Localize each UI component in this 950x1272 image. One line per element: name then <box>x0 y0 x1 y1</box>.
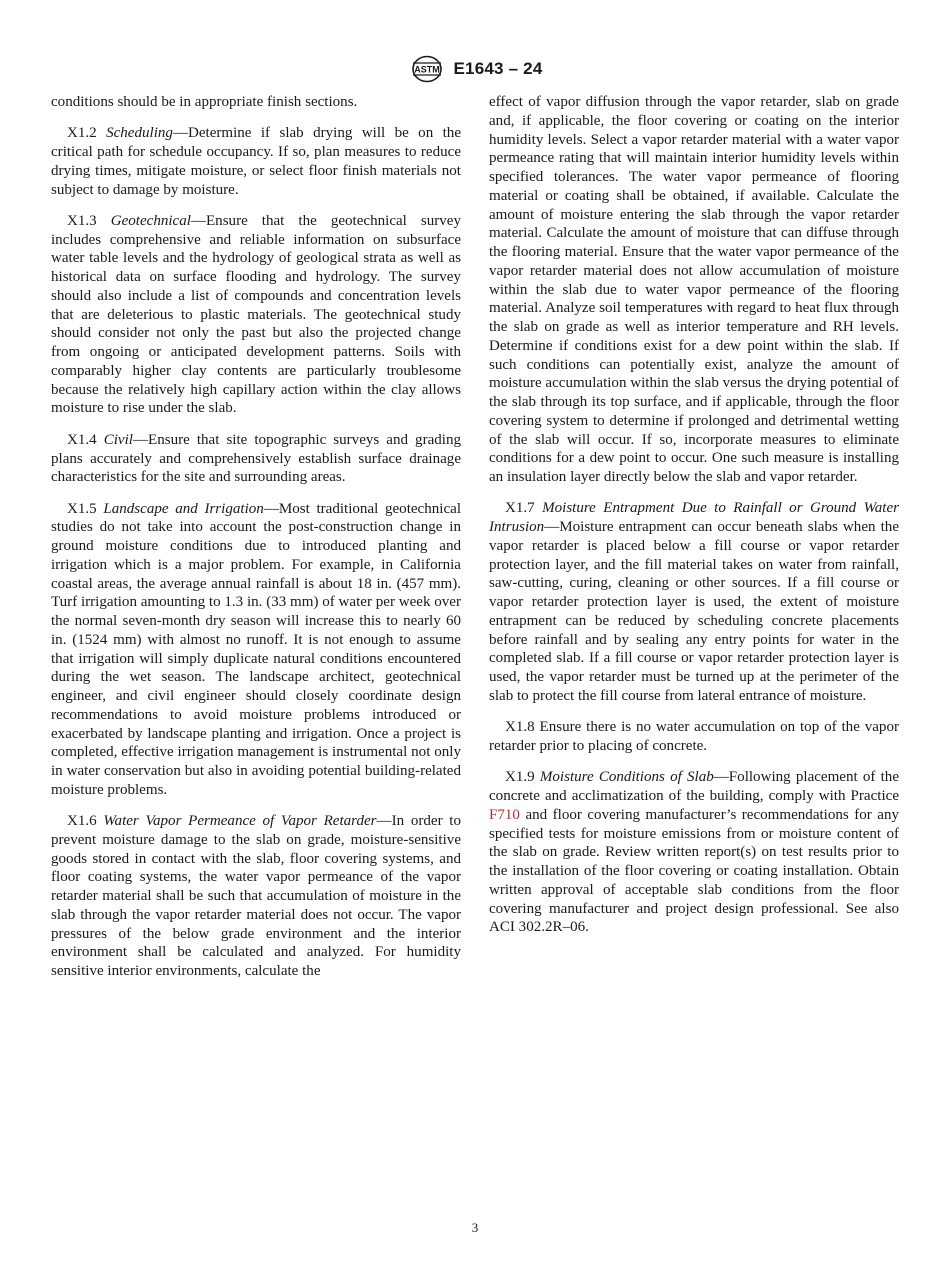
section-body: —Following placement of the concrete and acclimatization of the building, comply with Practice <box>489 769 899 805</box>
section-number: X1.5 <box>67 500 104 517</box>
section-body: —Ensure that site topographic surveys and grading plans accurately and comprehensively establish surface drainage characteristics for the site and surrounding areas. <box>51 431 462 486</box>
section-x1-9 <box>489 768 899 937</box>
section-title: Moisture Conditions of Slab <box>539 769 714 786</box>
section-title: Water Vapor Permeance of Vapor Retarder <box>103 813 377 830</box>
section-body: and floor covering manufacturer’s recommendations for any specified tests for moisture emissions from or moisture content of the slab on grade. Review written report(s) on test results prior to the installation of the floor covering or coating installation. Obtain written approval of acceptable slab conditions from the floor covering manufacturer and project design professional. See also ACI 302.2R–06. <box>489 806 899 936</box>
section-body: —Most traditional geotechnical studies do not take into account the post-construction change in ground moisture conditions due to introduced planting and irrigation which is a major problem. For example, in California coastal areas, the average annual rainfall is about 18 in. (457 mm). Turf irrigation amounting to 1.3 in. (33 mm) of water per week over the normal seven-month dry season will increase this to nearly 60 in. (1524 mm) with almost no runoff. It is not enough to assume that irrigation will simply duplicate natural conditions encountered during the wet season. The landscape architect, geotechnical engineer, and civil engineer should closely coordinate design recommendations to avoid moisture problems introduced or exacerbated by landscape planting and irrigation. Once a project is completed, effective irrigation management is instrumental not only in water conservation but also in avoiding potential building-related moisture problems. <box>51 500 461 798</box>
section-title: Moisture Entrapment Due to Rainfall or Ground Water Intrusion <box>489 500 899 536</box>
paragraph-continuation: conditions should be in appropriate finish sections. <box>51 94 358 110</box>
section-number: X1.4 <box>67 431 104 448</box>
page-number: 3 <box>471 1220 479 1235</box>
section-number: X1.6 <box>67 813 104 830</box>
section-number: X1.3 <box>67 212 111 229</box>
section-body: —Ensure that the geotechnical survey includes comprehensive and reliable information on subsurface water table levels and the hydrology of geological strata as well as historical data on surface flooding and hydrology. The survey should also include a list of compounds and concentration levels that are deleterious to plastic materials. The geotechnical study should consider not only the past but also the projected change from ongoing or anticipated development patterns. Soils with comparably higher clay contents are particularly troublesome because the relatively high capillary action within the clay allows moisture to rise under the slab. <box>51 212 462 417</box>
section-body: —In order to prevent moisture damage to the slab on grade, moisture-sensitive goods stored in contact with the slab, floor covering systems, and floor coating systems, the water vapor permeance of the vapor retarder material shall be such that accumulation of moisture in the slab through the vapor retarder material does not occur. The vapor pressures of the below grade environment and the interior environment shall be calculated and analyzed. For humidity sensitive interior environments, calculate the <box>51 813 462 980</box>
section-x1-2 <box>51 124 461 199</box>
section-title: Landscape and Irrigation <box>103 500 264 517</box>
logo-text: ASTM <box>413 64 440 75</box>
section-x1-7 <box>489 499 899 705</box>
astm-logo-icon <box>408 55 446 83</box>
section-title: Geotechnical <box>110 212 191 229</box>
section-x1-8: X1.8 Ensure there is no water accumulation on top of the vapor retarder prior to placing of concrete. <box>489 719 899 754</box>
section-x1-6-continuation: effect of vapor diffusion through the vapor retarder, slab on grade and, if applicable, the floor covering or coating on the interior humidity levels. Select a vapor retarder material with a water vapor permeance rating that will maintain interior humidity levels within specified tolerances. The water vapor permeance of flooring material or coating shall be obtained, if available. Calculate the amount of moisture entering the slab through the vapor retarder material. Calculate the amount of moisture that can diffuse through the flooring material. Ensure that the water vapor permeance of the vapor retarder material does not allow accumulation of moisture within the slab due to water vapor permeance of the flooring material. Analyze soil temperatures with regard to heat flux through the slab on grade as well as interior temperature and RH levels. Determine if conditions exist for a dew point within the slab. If such conditions can potentially exist, analyze the amount of moisture accumulation within the slab versus the drying potential of the slab through its top surface, and if applicable, through the floor covering system to determine if prolonged and detrimental wetting of the slab will occur. If so, incorporate measures to eliminate conditions for a dew point to occur. One such measure is installing an insulation layer directly below the slab and vapor retarder. <box>489 94 899 485</box>
left-column <box>51 93 461 994</box>
section-x1-4 <box>51 431 461 487</box>
page-header <box>0 55 950 83</box>
section-number: X1.7 <box>505 500 543 517</box>
section-x1-5 <box>51 500 461 800</box>
section-title: Scheduling <box>106 125 173 142</box>
section-number: X1.9 <box>505 769 540 786</box>
section-title: Civil <box>103 431 133 448</box>
section-body: —Moisture entrapment can occur beneath slabs when the vapor retarder is placed below a fill course or vapor retarder protection layer, and the fill material takes on water from rainfall, saw-cutting, curing, cleaning or other sources. If a fill course or vapor retarder protection layer is used, the extent of moisture entrapment can be reduced by scheduling concrete placements before rainfall and by sealing any entry points for water in the completed slab. If a fill course or vapor retarder protection layer is used, the vapor retarder must be turned up at the perimeter of the slab to protect the fill course from lateral entrance of moisture. <box>489 519 899 704</box>
section-number: X1.2 <box>67 125 107 142</box>
section-x1-3 <box>51 212 461 418</box>
right-column <box>489 93 899 950</box>
standard-designation: E1643 – 24 <box>453 59 543 78</box>
section-x1-6 <box>51 812 461 981</box>
f710-link[interactable]: F710 <box>489 806 520 823</box>
section-body: —Determine if slab drying will be on the critical path for schedule occupancy. If so, plan measures to reduce drying times, mitigate moisture, or select floor finish materials not subject to damage by moisture. <box>51 125 462 198</box>
